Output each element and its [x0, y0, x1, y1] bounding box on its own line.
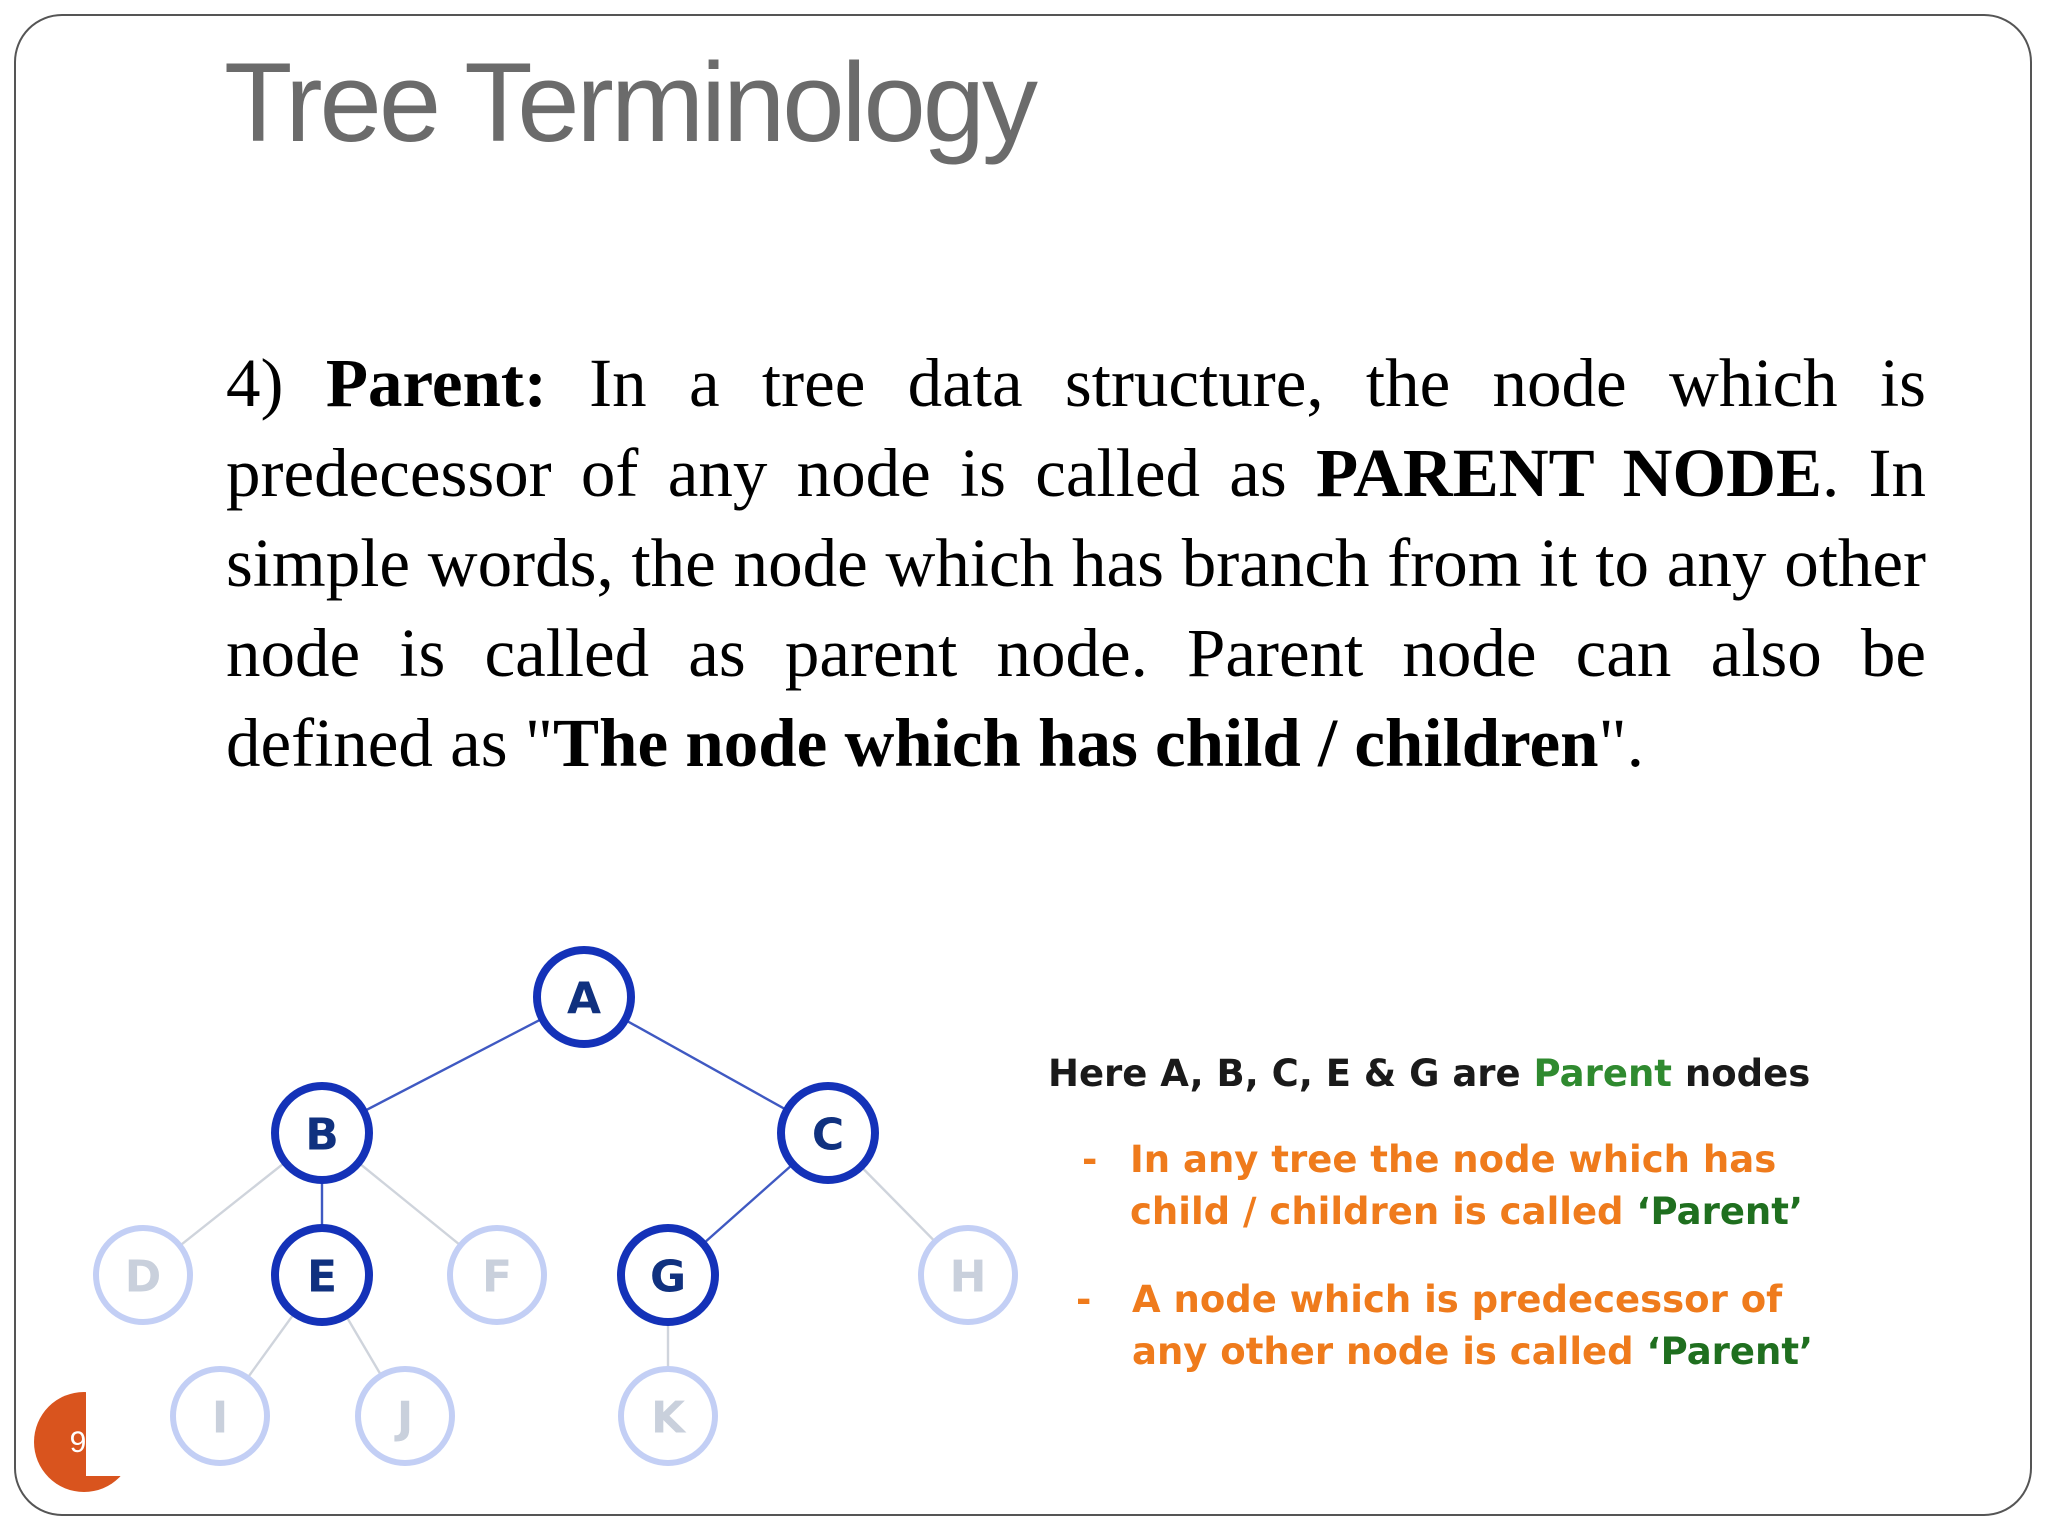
bullet-dash: - — [1076, 1278, 1092, 1321]
bullet-quoted-parent: ‘Parent’ — [1636, 1190, 1803, 1233]
tree-node-h — [921, 1228, 1015, 1322]
tree-node-label: A — [566, 973, 602, 1025]
tree-node-c — [781, 1086, 875, 1180]
slide-title: Tree Terminology — [224, 40, 1036, 165]
slide-number-badge — [32, 1390, 132, 1494]
heading-text-after: nodes — [1684, 1052, 1811, 1095]
heading-highlight-parent: Parent — [1533, 1052, 1672, 1095]
slide-number: 9 — [69, 1426, 87, 1459]
bullet-item — [1076, 1274, 1813, 1378]
definition-text-1: In a tree data structure, the node which is predecessor of any node is called as — [226, 345, 1926, 511]
bullet-dash: - — [1082, 1138, 1098, 1181]
bullet-line-text: child / children is called — [1130, 1190, 1624, 1233]
definition-number: 4) — [226, 345, 284, 421]
definition-text-3: ". — [1598, 705, 1644, 781]
tree-node-label: H — [949, 1251, 987, 1303]
tree-node-i — [173, 1369, 267, 1463]
definition-emphasis-child-children: The node which has child / children — [553, 705, 1599, 781]
tree-node-j — [358, 1369, 452, 1463]
tree-node-a — [537, 950, 631, 1044]
tree-node-label: E — [306, 1251, 338, 1303]
bullet-item — [1082, 1134, 1803, 1238]
tree-node-e — [275, 1228, 369, 1322]
tree-node-d — [96, 1228, 190, 1322]
tree-node-label: I — [211, 1392, 229, 1444]
tree-node-label: C — [811, 1109, 845, 1161]
tree-node-label: F — [481, 1251, 513, 1303]
tree-node-k — [621, 1369, 715, 1463]
tree-node-g — [621, 1228, 715, 1322]
heading-text-before: Here A, B, C, E & G are — [1048, 1052, 1521, 1095]
bullet-line — [1132, 1326, 1813, 1378]
tree-node-label: B — [305, 1109, 339, 1161]
bullet-line-text: any other node is called — [1132, 1330, 1634, 1373]
parent-nodes-heading — [1048, 1052, 1810, 1095]
bullet-quoted-parent: ‘Parent’ — [1646, 1330, 1814, 1373]
tree-node-label: D — [124, 1251, 162, 1303]
tree-node-label: J — [396, 1392, 414, 1444]
tree-node-label: K — [650, 1392, 686, 1444]
bullet-line — [1130, 1186, 1803, 1238]
tree-node-f — [450, 1228, 544, 1322]
bullet-line: A node which is predecessor of — [1132, 1278, 1783, 1321]
tree-nodes — [96, 950, 1015, 1463]
definition-emphasis-parent-node: PARENT NODE — [1316, 435, 1822, 511]
definition-term: Parent: — [325, 345, 547, 421]
definition-text-2: . In simple words, the node which has branch from it to any other node is called as parent node. Parent node can also be defined as " — [226, 435, 1927, 781]
tree-edges — [143, 997, 968, 1416]
bullet-line: In any tree the node which has — [1130, 1138, 1777, 1181]
tree-node-label: G — [649, 1251, 687, 1303]
tree-node-b — [275, 1086, 369, 1180]
